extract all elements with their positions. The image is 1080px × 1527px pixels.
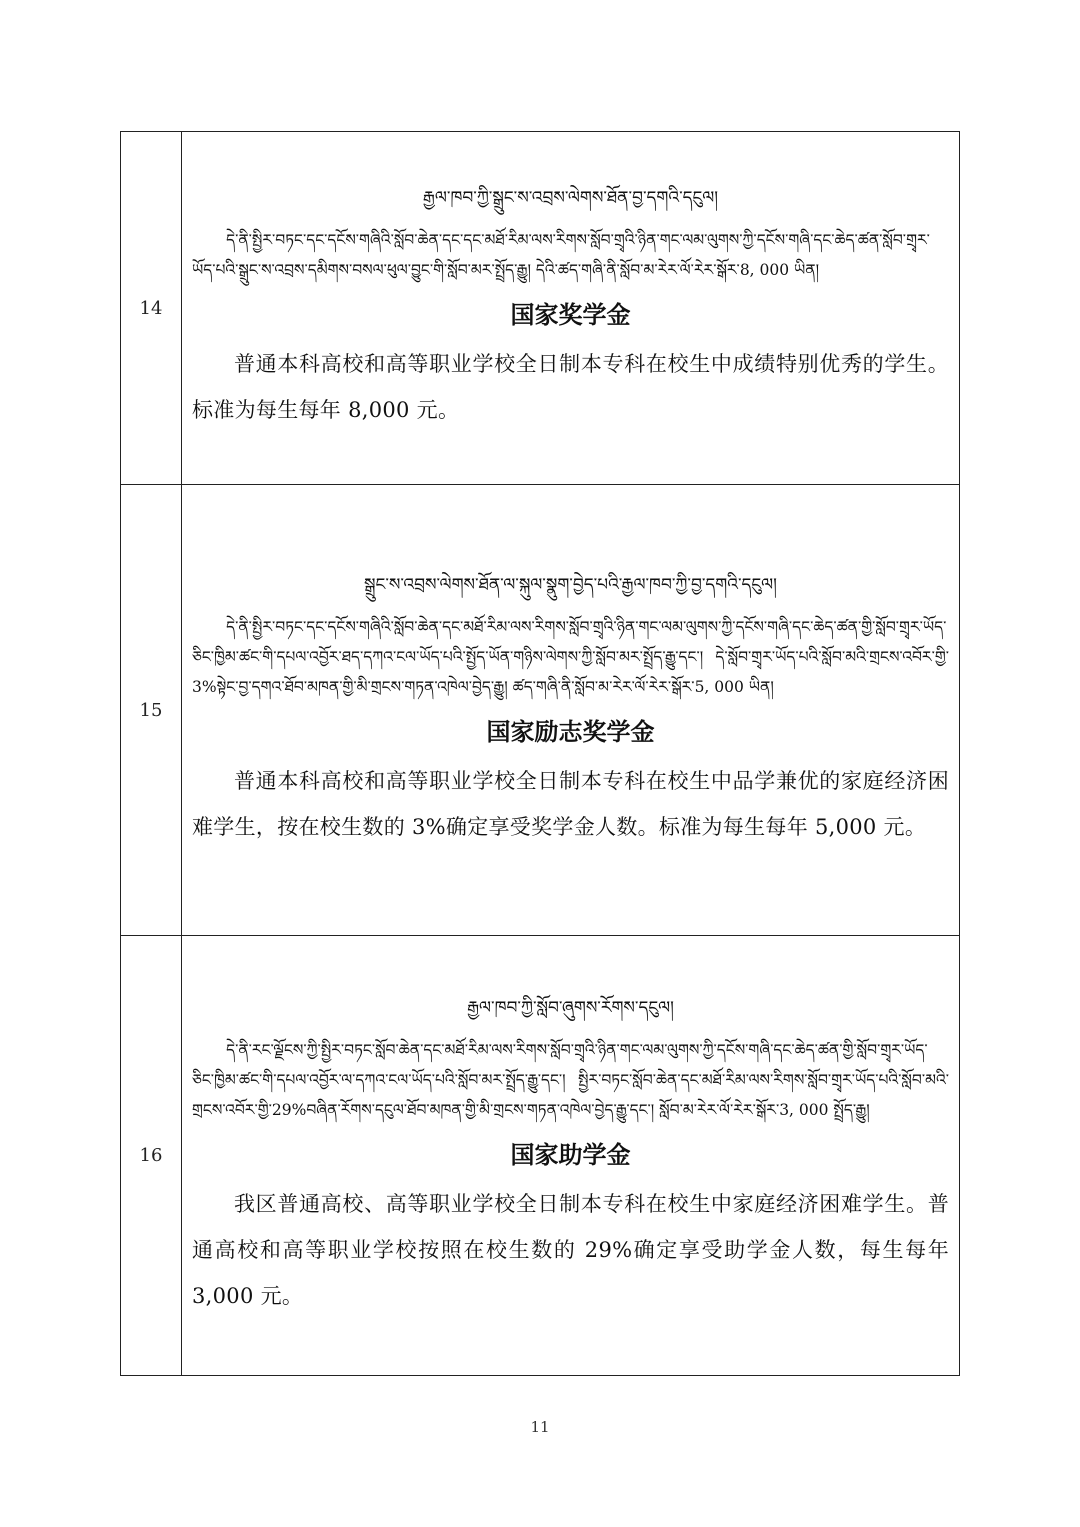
row-number: 15 (121, 485, 182, 936)
chinese-title: 国家奖学金 (510, 300, 631, 329)
chinese-body: 我区普通高校、高等职业学校全日制本专科在校生中家庭经济困难学生。普通高校和高等职业学校按照在校生数的 29%确定享受助学金人数，每生每年 3,000 元。 (192, 1191, 949, 1308)
tibetan-title: རྒྱལ་ཁབ་ཀྱི་སློབ་ཞུགས་རོགས་དངུལ། (467, 997, 674, 1018)
row-content (182, 132, 960, 485)
scholarship-table (120, 131, 960, 1376)
chinese-title: 国家助学金 (510, 1139, 631, 1169)
table-row (121, 485, 960, 936)
tibetan-body: དེ་ནི་རང་ལྗོངས་ཀྱི་སྤྱིར་བཏང་སློབ་ཆེན་དང་མཐོ་རིམ་ལས་རིགས་སློབ་གྲྭའི་ཉིན་གང་ལམ་ལུགས་ཀྱི་དངོས་གཞི་དང་ཆེད་ཚན་གྱི་སློབ་གྲྭར་ཡོད་ཅིང་ཁྱིམ་ཚང་གི་དཔལ་འབྱོར་ལ་དཀའ་ངལ་ཡོད་པའི་སློབ་མར་སྤྲོད་རྒྱུ་དང་། སྤྱིར་བཏང་སློབ་ཆེན་དང་མཐོ་རིམ་ལས་རིགས་སློབ་གྲྭར་ཡོད་པའི་སློབ་མའི་གྲངས་འབོར་གྱི་29%བཞིན་རོགས་དངུལ་ཐོབ་མཁན་གྱི་མི་གྲངས་གཏན་འཁེལ་བྱེད་རྒྱུ་དང་། སློབ་མ་རེར་ལོ་རེར་སྒོར་3, 000 སྤྲོད་རྒྱུ། (192, 1040, 949, 1119)
tibetan-body: དེ་ནི་སྤྱིར་བཏང་དང་དངོས་གཞིའི་སློབ་ཆེན་དང་དང་མཐོ་རིམ་ལས་རིགས་སློབ་གྲྭའི་ཉིན་གང་ལམ་ལུགས་ཀྱི་དངོས་གཞི་དང་ཆེད་ཚན་སློབ་གྲྭར་ཡོད་པའི་སྒྲུང་ས་འབྲས་དམིགས་བསལ་ཕུལ་བྱུང་གི་སློབ་མར་སྤྲོད་རྒྱུ། དེའི་ཚད་གཞི་ནི་སློབ་མ་རེར་ལོ་རེར་སྒོར་8, 000 ཡིན། (192, 231, 930, 279)
row-number: 16 (121, 936, 182, 1376)
page-number: 11 (530, 1418, 550, 1436)
table-row (121, 132, 960, 485)
tibetan-title: རྒྱལ་ཁབ་ཀྱི་སྒྲུང་ས་འབྲས་ལེགས་ཐོན་བྱ་དགའི་དངུལ། (422, 188, 719, 208)
row-content (182, 936, 960, 1376)
chinese-title: 国家励志奖学金 (486, 717, 655, 746)
table-row (121, 936, 960, 1376)
chinese-body: 普通本科高校和高等职业学校全日制本专科在校生中品学兼优的家庭经济困难学生，按在校生数的 3%确定享受奖学金人数。标准为每生每年 5,000 元。 (192, 769, 949, 839)
tibetan-title: སྒྲུང་ས་འབྲས་ལེགས་ཐོན་ལ་སྐུལ་སྣུག་བྱེད་པའི་རྒྱལ་ཁབ་ཀྱི་བྱ་དགའི་དངུལ། (364, 575, 777, 595)
chinese-body: 普通本科高校和高等职业学校全日制本专科在校生中成绩特别优秀的学生。标准为每生每年 8,000 元。 (192, 352, 949, 422)
tibetan-body: དེ་ནི་སྤྱིར་བཏང་དང་དངོས་གཞིའི་སློབ་ཆེན་དང་མཐོ་རིམ་ལས་རིགས་སློབ་གྲྭའི་ཉིན་གང་ལམ་ལུགས་ཀྱི་དངོས་གཞི་དང་ཆེད་ཚན་གྱི་སློབ་གྲྭར་ཡོད་ཅིང་ཁྱིམ་ཚང་གི་དཔལ་འབྱོར་ཐད་དཀའ་ངལ་ཡོད་པའི་སྤྱོད་ཡོན་གཉིས་ལེགས་ཀྱི་སློབ་མར་སྤྲོད་རྒྱུ་དང་། དེ་སློབ་གྲྭར་ཡོད་པའི་སློབ་མའི་གྲངས་འབོར་གྱི་3%སྟེང་བྱ་དགའ་ཐོབ་མཁན་གྱི་མི་གྲངས་གཏན་འཁེལ་བྱེད་རྒྱུ། ཚད་གཞི་ནི་སློབ་མ་རེར་ལོ་རེར་སྒོར་5, 000 ཡིན། (192, 618, 949, 696)
row-number: 14 (121, 132, 182, 485)
row-content (182, 485, 960, 936)
